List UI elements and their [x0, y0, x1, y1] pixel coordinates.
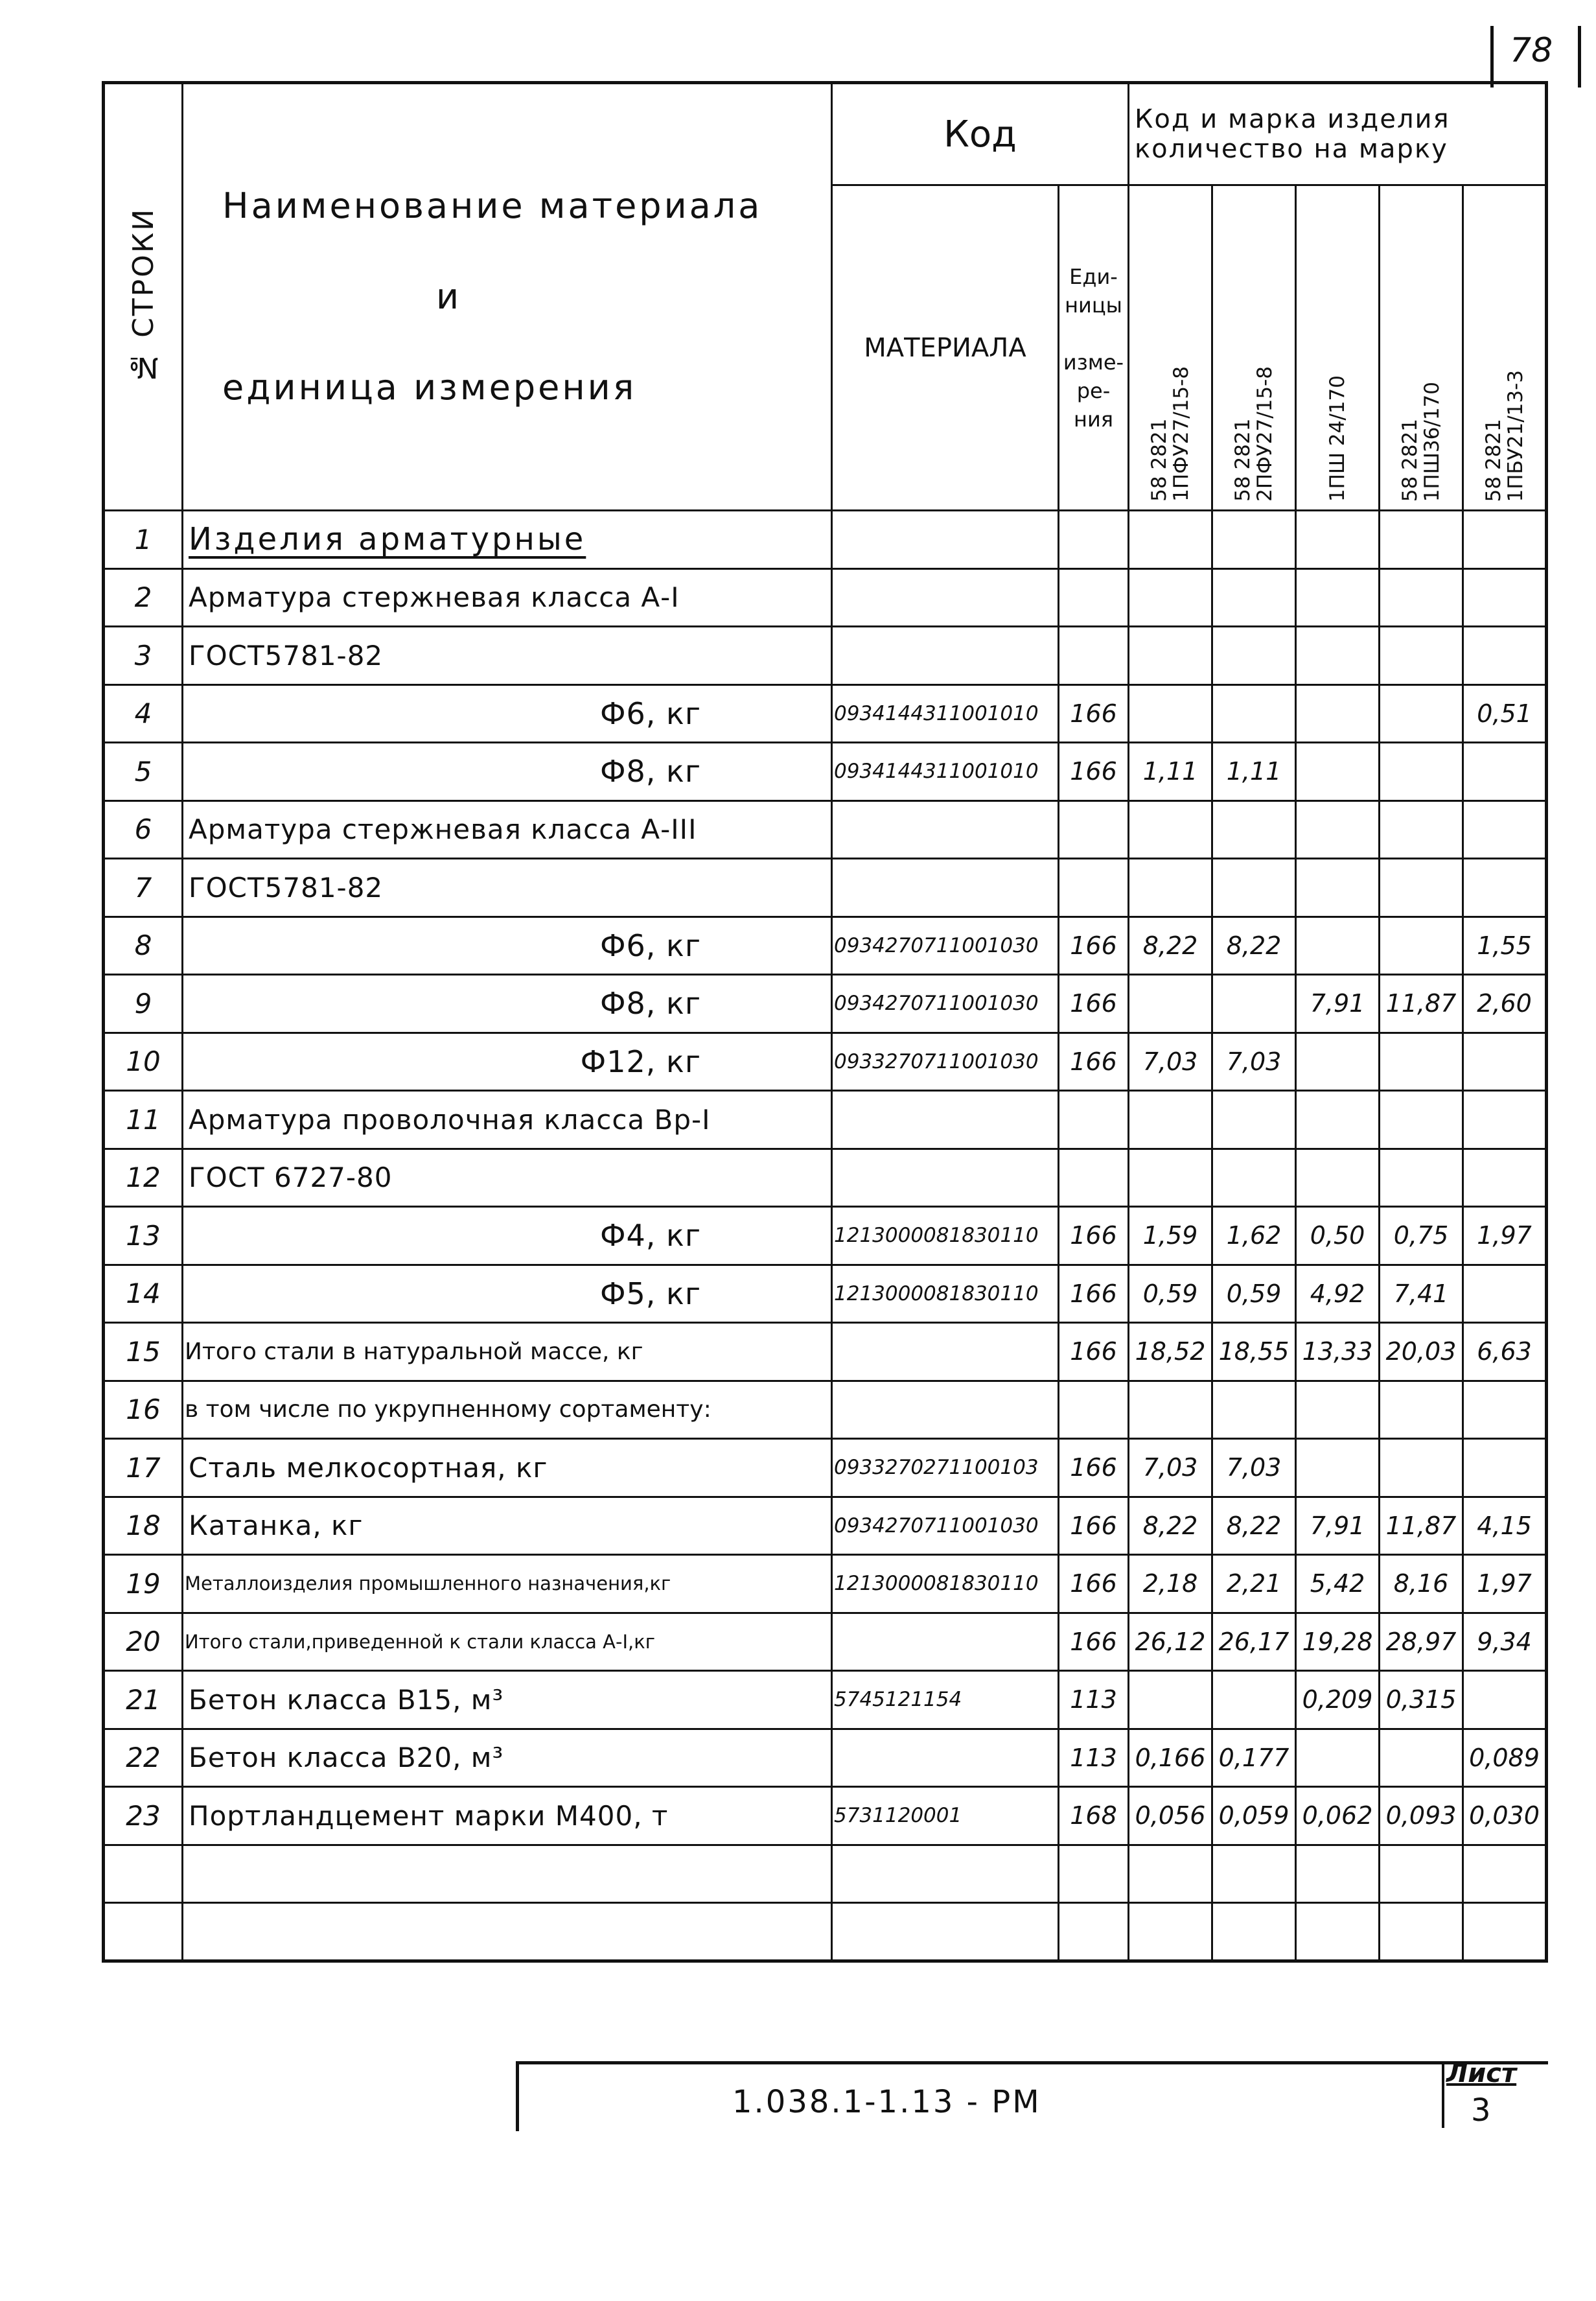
unit-code: 168 — [1059, 1787, 1129, 1845]
material-code — [832, 1613, 1059, 1671]
table-row — [104, 627, 1547, 685]
quantity-cell: 6,63 — [1463, 1323, 1547, 1381]
quantity-cell — [1129, 975, 1212, 1033]
quantity-cell — [1296, 917, 1380, 975]
material-name: ГОСТ5781-82 — [183, 859, 832, 917]
quantity-cell: 7,03 — [1212, 1439, 1296, 1497]
quantity-cell — [1129, 1381, 1212, 1439]
quantity-cell: 7,41 — [1380, 1265, 1463, 1323]
unit-code — [1059, 800, 1129, 859]
quantity-cell — [1380, 743, 1463, 801]
empty-cell — [1296, 1845, 1380, 1903]
empty-cell — [1380, 1903, 1463, 1961]
empty-cell — [832, 1845, 1059, 1903]
sheet-value: 3 — [1471, 2092, 1491, 2129]
material-code — [832, 1323, 1059, 1381]
quantity-cell — [1463, 859, 1547, 917]
material-name: Ф8, кг — [183, 975, 832, 1033]
row-number: 23 — [104, 1787, 183, 1845]
table-row — [104, 1555, 1547, 1613]
quantity-cell — [1296, 1033, 1380, 1091]
quantity-cell: 1,55 — [1463, 917, 1547, 975]
quantity-cell — [1129, 511, 1212, 569]
quantity-cell — [1212, 511, 1296, 569]
quantity-cell: 0,089 — [1463, 1729, 1547, 1787]
quantity-cell: 26,12 — [1129, 1613, 1212, 1671]
table-row — [104, 1671, 1547, 1729]
material-name: Итого стали,приведенной к стали класса А-I,кг — [183, 1613, 832, 1671]
material-name: Портландцемент марки М400, т — [183, 1787, 832, 1845]
header-unit-l2: ницы — [1065, 292, 1122, 318]
quantity-cell — [1380, 1091, 1463, 1149]
table-row — [104, 1033, 1547, 1091]
quantity-cell — [1296, 1729, 1380, 1787]
quantity-cell — [1212, 1381, 1296, 1439]
row-number: 1 — [104, 511, 183, 569]
unit-code: 166 — [1059, 1497, 1129, 1555]
product-5-label: 58 2821 1ПБУ21/13-3 — [1481, 369, 1527, 502]
header-unit-l3 — [1061, 320, 1126, 348]
empty-cell — [832, 1903, 1059, 1961]
row-number: 18 — [104, 1497, 183, 1555]
quantity-cell — [1129, 684, 1212, 743]
table-row — [104, 1149, 1547, 1207]
quantity-cell: 0,177 — [1212, 1729, 1296, 1787]
quantity-cell — [1296, 568, 1380, 627]
row-number: 22 — [104, 1729, 183, 1787]
material-code — [832, 568, 1059, 627]
quantity-cell — [1463, 1033, 1547, 1091]
table-row — [104, 1439, 1547, 1497]
empty-cell — [183, 1903, 832, 1961]
header-name-line3: единица измерения — [222, 367, 637, 408]
quantity-cell — [1212, 627, 1296, 685]
quantity-cell — [1380, 1149, 1463, 1207]
quantity-cell: 0,166 — [1129, 1729, 1212, 1787]
unit-code — [1059, 859, 1129, 917]
document-code: 1.038.1-1.13 - РМ — [732, 2084, 1041, 2120]
empty-cell — [104, 1903, 183, 1961]
quantity-cell: 1,62 — [1212, 1207, 1296, 1265]
table-row — [104, 1497, 1547, 1555]
header-product-4 — [1380, 185, 1463, 511]
header-product-3 — [1296, 185, 1380, 511]
row-number: 19 — [104, 1555, 183, 1613]
material-code — [832, 1091, 1059, 1149]
quantity-cell — [1296, 1091, 1380, 1149]
unit-code — [1059, 511, 1129, 569]
material-code: 5745121154 — [832, 1671, 1059, 1729]
quantity-cell — [1212, 1091, 1296, 1149]
quantity-cell: 7,03 — [1129, 1439, 1212, 1497]
material-code: 1213000081830110 — [832, 1265, 1059, 1323]
empty-cell — [104, 1845, 183, 1903]
material-code: 0933270711001030 — [832, 1033, 1059, 1091]
quantity-cell: 0,75 — [1380, 1207, 1463, 1265]
material-name — [183, 511, 832, 569]
header-name-line2: и — [436, 276, 462, 317]
header-mark-line2: количество на марку — [1135, 134, 1448, 164]
header-product-mark — [1129, 83, 1547, 185]
quantity-cell — [1380, 1439, 1463, 1497]
quantity-cell: 0,59 — [1212, 1265, 1296, 1323]
material-code: 5731120001 — [832, 1787, 1059, 1845]
header-mark-line1: Код и марка изделия — [1135, 104, 1450, 134]
quantity-cell: 7,03 — [1212, 1033, 1296, 1091]
sheet-number: 78 — [1510, 31, 1553, 70]
table-row — [104, 1265, 1547, 1323]
material-code — [832, 1381, 1059, 1439]
header-product-1 — [1129, 185, 1212, 511]
material-name: Итого стали в натуральной массе, кг — [183, 1323, 832, 1381]
table-row — [104, 684, 1547, 743]
quantity-cell — [1380, 859, 1463, 917]
empty-cell — [1212, 1903, 1296, 1961]
section-title: Изделия арматурные — [189, 521, 586, 558]
empty-cell — [1380, 1845, 1463, 1903]
material-code: 1213000081830110 — [832, 1555, 1059, 1613]
unit-code — [1059, 1149, 1129, 1207]
quantity-cell: 0,209 — [1296, 1671, 1380, 1729]
quantity-cell — [1212, 684, 1296, 743]
quantity-cell: 13,33 — [1296, 1323, 1380, 1381]
unit-code: 166 — [1059, 1323, 1129, 1381]
unit-code — [1059, 627, 1129, 685]
quantity-cell — [1380, 1033, 1463, 1091]
material-code: 0933270271100103 — [832, 1439, 1059, 1497]
quantity-cell: 0,51 — [1463, 684, 1547, 743]
header-unit-l4: изме- — [1063, 349, 1124, 375]
material-code: 0934144311001010 — [832, 743, 1059, 801]
row-number: 4 — [104, 684, 183, 743]
table-row — [104, 1091, 1547, 1149]
table-row — [104, 917, 1547, 975]
unit-code: 113 — [1059, 1729, 1129, 1787]
quantity-cell — [1129, 568, 1212, 627]
material-name: Ф4, кг — [183, 1207, 832, 1265]
quantity-cell: 7,03 — [1129, 1033, 1212, 1091]
material-code — [832, 800, 1059, 859]
quantity-cell: 1,11 — [1212, 743, 1296, 801]
material-name: Арматура стержневая класса А-III — [183, 800, 832, 859]
material-name: Ф12, кг — [183, 1033, 832, 1091]
header-row-number-label: № СТРОКИ — [126, 207, 160, 384]
quantity-cell: 7,91 — [1296, 1497, 1380, 1555]
material-code — [832, 1729, 1059, 1787]
quantity-cell: 4,92 — [1296, 1265, 1380, 1323]
quantity-cell — [1212, 1671, 1296, 1729]
quantity-cell — [1129, 859, 1212, 917]
material-code: 0934270711001030 — [832, 917, 1059, 975]
quantity-cell — [1129, 627, 1212, 685]
quantity-cell: 8,22 — [1212, 1497, 1296, 1555]
material-name: Металлоизделия промышленного назначения,кг — [183, 1555, 832, 1613]
header-unit-l1: Еди- — [1069, 264, 1118, 289]
quantity-cell: 8,16 — [1380, 1555, 1463, 1613]
quantity-cell: 0,315 — [1380, 1671, 1463, 1729]
header-row-1 — [104, 83, 1547, 185]
quantity-cell — [1380, 1729, 1463, 1787]
product-4-label: 58 2821 1ПШ36/170 — [1398, 381, 1444, 502]
quantity-cell: 0,030 — [1463, 1787, 1547, 1845]
row-number: 7 — [104, 859, 183, 917]
quantity-cell: 2,21 — [1212, 1555, 1296, 1613]
empty-cell — [183, 1845, 832, 1903]
quantity-cell — [1296, 1381, 1380, 1439]
unit-code: 166 — [1059, 1439, 1129, 1497]
unit-code: 166 — [1059, 1555, 1129, 1613]
quantity-cell: 26,17 — [1212, 1613, 1296, 1671]
row-number: 3 — [104, 627, 183, 685]
quantity-cell: 1,97 — [1463, 1207, 1547, 1265]
material-name: Ф5, кг — [183, 1265, 832, 1323]
table-row — [104, 743, 1547, 801]
header-code: Код — [832, 83, 1129, 185]
quantity-cell — [1129, 1671, 1212, 1729]
row-number: 8 — [104, 917, 183, 975]
material-code: 0934270711001030 — [832, 1497, 1059, 1555]
material-code — [832, 1149, 1059, 1207]
unit-code: 166 — [1059, 975, 1129, 1033]
quantity-cell — [1212, 800, 1296, 859]
quantity-cell — [1463, 800, 1547, 859]
quantity-cell: 8,22 — [1129, 917, 1212, 975]
row-number: 10 — [104, 1033, 183, 1091]
quantity-cell — [1380, 627, 1463, 685]
material-name: Арматура стержневая класса А-I — [183, 568, 832, 627]
quantity-cell: 1,59 — [1129, 1207, 1212, 1265]
quantity-cell — [1380, 684, 1463, 743]
empty-row — [104, 1845, 1547, 1903]
quantity-cell — [1296, 1149, 1380, 1207]
materials-table — [102, 81, 1548, 1963]
sheet-label: Лист — [1446, 2059, 1517, 2088]
quantity-cell — [1380, 568, 1463, 627]
empty-cell — [1212, 1845, 1296, 1903]
empty-cell — [1059, 1903, 1129, 1961]
quantity-cell: 0,50 — [1296, 1207, 1380, 1265]
quantity-cell: 0,093 — [1380, 1787, 1463, 1845]
table-row — [104, 975, 1547, 1033]
quantity-cell: 8,22 — [1129, 1497, 1212, 1555]
quantity-cell: 2,18 — [1129, 1555, 1212, 1613]
quantity-cell: 18,52 — [1129, 1323, 1212, 1381]
table-row — [104, 1381, 1547, 1439]
quantity-cell — [1129, 800, 1212, 859]
row-number: 6 — [104, 800, 183, 859]
quantity-cell — [1380, 800, 1463, 859]
empty-cell — [1059, 1845, 1129, 1903]
row-number: 11 — [104, 1091, 183, 1149]
material-code: 0934270711001030 — [832, 975, 1059, 1033]
table-row — [104, 1207, 1547, 1265]
product-2-label: 58 2821 2ПФУ27/15-8 — [1231, 366, 1277, 502]
row-number: 13 — [104, 1207, 183, 1265]
quantity-cell — [1463, 1381, 1547, 1439]
row-number: 12 — [104, 1149, 183, 1207]
quantity-cell — [1296, 1439, 1380, 1497]
header-name-line1: Наименование материала — [222, 185, 763, 226]
header-material-name — [183, 83, 832, 511]
unit-code: 166 — [1059, 1207, 1129, 1265]
material-name: ГОСТ 6727-80 — [183, 1149, 832, 1207]
material-code — [832, 627, 1059, 685]
quantity-cell: 2,60 — [1463, 975, 1547, 1033]
quantity-cell: 28,97 — [1380, 1613, 1463, 1671]
quantity-cell: 0,059 — [1212, 1787, 1296, 1845]
row-number: 2 — [104, 568, 183, 627]
material-name: в том числе по укрупненному сортаменту: — [183, 1381, 832, 1439]
quantity-cell — [1129, 1091, 1212, 1149]
unit-code: 113 — [1059, 1671, 1129, 1729]
material-code: 0934144311001010 — [832, 684, 1059, 743]
material-name: Сталь мелкосортная, кг — [183, 1439, 832, 1497]
material-name: Арматура проволочная класса Вр-I — [183, 1091, 832, 1149]
quantity-cell — [1463, 511, 1547, 569]
quantity-cell — [1296, 859, 1380, 917]
quantity-cell: 19,28 — [1296, 1613, 1380, 1671]
material-name: ГОСТ5781-82 — [183, 627, 832, 685]
quantity-cell — [1380, 1381, 1463, 1439]
quantity-cell: 11,87 — [1380, 1497, 1463, 1555]
unit-code — [1059, 1381, 1129, 1439]
quantity-cell: 8,22 — [1212, 917, 1296, 975]
quantity-cell — [1463, 568, 1547, 627]
quantity-cell — [1296, 684, 1380, 743]
row-number: 21 — [104, 1671, 183, 1729]
product-3-label: 1ПШ 24/170 — [1326, 375, 1349, 502]
unit-code: 166 — [1059, 1033, 1129, 1091]
unit-code: 166 — [1059, 684, 1129, 743]
unit-code: 166 — [1059, 1613, 1129, 1671]
quantity-cell — [1212, 859, 1296, 917]
table-row — [104, 1323, 1547, 1381]
quantity-cell — [1380, 917, 1463, 975]
quantity-cell: 7,91 — [1296, 975, 1380, 1033]
quantity-cell — [1463, 1265, 1547, 1323]
quantity-cell — [1296, 627, 1380, 685]
row-number: 15 — [104, 1323, 183, 1381]
quantity-cell — [1212, 975, 1296, 1033]
material-name: Бетон класса В15, м³ — [183, 1671, 832, 1729]
header-unit-l6: ния — [1074, 406, 1113, 432]
table-row — [104, 1729, 1547, 1787]
row-number: 14 — [104, 1265, 183, 1323]
quantity-cell: 1,11 — [1129, 743, 1212, 801]
header-material-code: МАТЕРИАЛА — [832, 185, 1059, 511]
row-number: 16 — [104, 1381, 183, 1439]
table-row — [104, 568, 1547, 627]
empty-row — [104, 1903, 1547, 1961]
quantity-cell: 0,59 — [1129, 1265, 1212, 1323]
unit-code: 166 — [1059, 917, 1129, 975]
material-name: Бетон класса В20, м³ — [183, 1729, 832, 1787]
material-name: Ф8, кг — [183, 743, 832, 801]
material-name: Катанка, кг — [183, 1497, 832, 1555]
quantity-cell — [1463, 1091, 1547, 1149]
quantity-cell: 0,056 — [1129, 1787, 1212, 1845]
header-unit-l5: ре- — [1076, 378, 1111, 403]
row-number: 20 — [104, 1613, 183, 1671]
quantity-cell: 0,062 — [1296, 1787, 1380, 1845]
material-name: Ф6, кг — [183, 917, 832, 975]
quantity-cell — [1129, 1149, 1212, 1207]
quantity-cell — [1463, 743, 1547, 801]
empty-cell — [1463, 1903, 1547, 1961]
material-code — [832, 511, 1059, 569]
empty-cell — [1129, 1845, 1212, 1903]
quantity-cell — [1463, 1671, 1547, 1729]
table-row — [104, 1613, 1547, 1671]
table-row — [104, 800, 1547, 859]
quantity-cell — [1463, 627, 1547, 685]
material-code — [832, 859, 1059, 917]
quantity-cell: 9,34 — [1463, 1613, 1547, 1671]
quantity-cell: 20,03 — [1380, 1323, 1463, 1381]
quantity-cell — [1212, 568, 1296, 627]
quantity-cell — [1296, 800, 1380, 859]
quantity-cell — [1296, 743, 1380, 801]
header-row-number — [104, 83, 183, 511]
row-number: 5 — [104, 743, 183, 801]
quantity-cell — [1296, 511, 1380, 569]
table-row — [104, 1787, 1547, 1845]
table-row — [104, 511, 1547, 569]
quantity-cell — [1212, 1149, 1296, 1207]
empty-cell — [1463, 1845, 1547, 1903]
row-number: 9 — [104, 975, 183, 1033]
material-code: 1213000081830110 — [832, 1207, 1059, 1265]
quantity-cell: 1,97 — [1463, 1555, 1547, 1613]
header-product-2 — [1212, 185, 1296, 511]
empty-cell — [1296, 1903, 1380, 1961]
product-1-label: 58 2821 1ПФУ27/15-8 — [1148, 366, 1193, 502]
quantity-cell — [1380, 511, 1463, 569]
quantity-cell: 5,42 — [1296, 1555, 1380, 1613]
unit-code — [1059, 1091, 1129, 1149]
quantity-cell — [1463, 1149, 1547, 1207]
unit-code — [1059, 568, 1129, 627]
empty-cell — [1129, 1903, 1212, 1961]
quantity-cell: 18,55 — [1212, 1323, 1296, 1381]
header-product-5 — [1463, 185, 1547, 511]
quantity-cell: 4,15 — [1463, 1497, 1547, 1555]
unit-code: 166 — [1059, 743, 1129, 801]
material-name: Ф6, кг — [183, 684, 832, 743]
table-row — [104, 859, 1547, 917]
unit-code: 166 — [1059, 1265, 1129, 1323]
header-unit — [1059, 185, 1129, 511]
quantity-cell: 11,87 — [1380, 975, 1463, 1033]
row-number: 17 — [104, 1439, 183, 1497]
quantity-cell — [1463, 1439, 1547, 1497]
